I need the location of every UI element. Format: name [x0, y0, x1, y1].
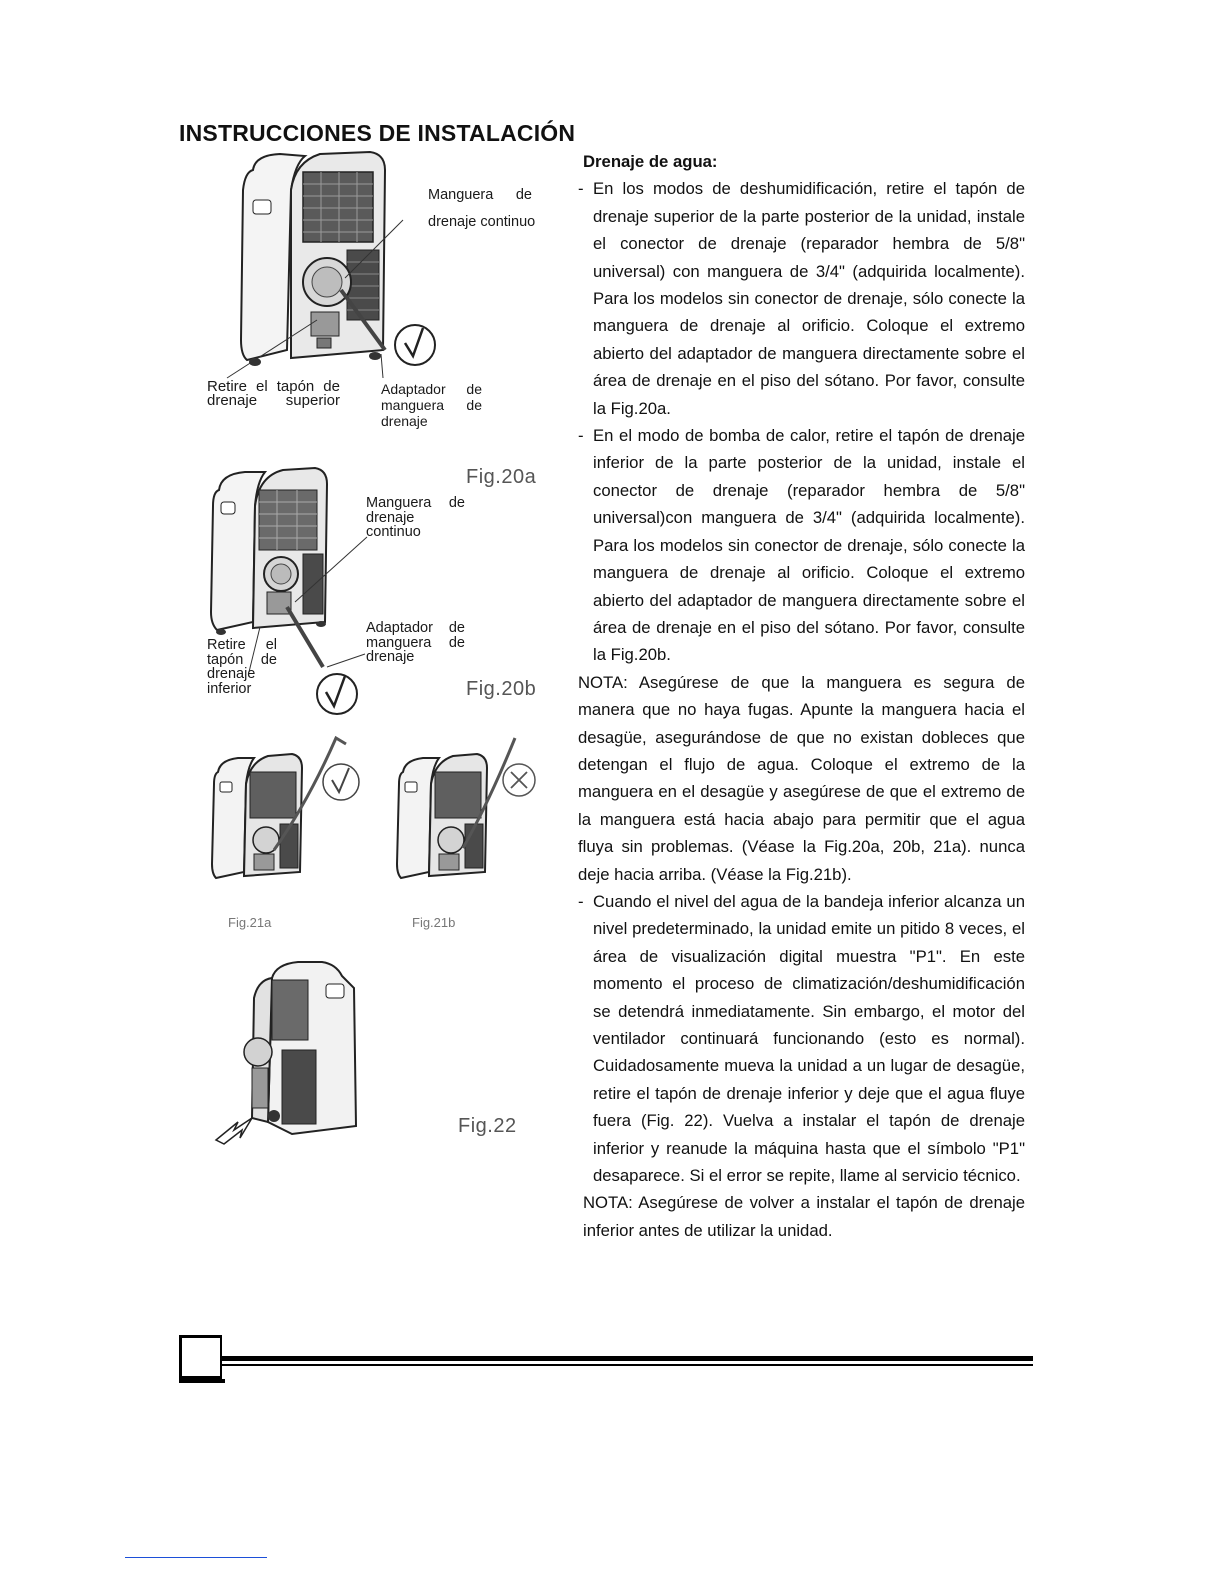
footer-rule-thin — [222, 1364, 1033, 1366]
drainage-text-column — [578, 148, 1025, 1244]
fig20a-adapter-label: Adaptador de manguera de drenaje — [381, 381, 482, 429]
footer-rule — [222, 1356, 1033, 1361]
fig20a-label: Fig.20a — [466, 466, 537, 488]
fig22-illustration — [212, 958, 362, 1158]
bullet-dehumidify-text: En los modos de deshumidificación, retire el tapón de drenaje superior de la parte posterior de la unidad, instale el conector de drenaje (reparador hembra de 5/8" universal) con manguera de 3/4" (adquirida localmente). Para los modelos sin conector de drenaje, sólo conecte la manguera de drenaje al orificio. Coloque el extremo abierto del adaptador de manguera directamente sobre el área de drenaje en el piso del sótano. Por favor, consulte la Fig.20a. — [593, 179, 1025, 418]
fig20b-adapter-label: Adaptador de manguera de drenaje — [366, 620, 465, 665]
note-reinstall-plug: NOTA: Asegúrese de volver a instalar el tapón de drenaje inferior antes de utilizar la unidad. — [583, 1193, 1025, 1240]
fig21a-label: Fig.21a — [228, 915, 272, 930]
page-title: INSTRUCCIONES DE INSTALACIÓN — [179, 120, 576, 146]
fig22-label: Fig.22 — [458, 1115, 517, 1137]
page-number-box — [179, 1335, 222, 1379]
fig20a-illustration — [225, 150, 445, 380]
bullet-p1-error — [578, 888, 1025, 1189]
fig21a-illustration — [208, 732, 368, 902]
fig20a-plug-label: Retire el tapón de drenaje superior — [207, 378, 340, 409]
fig20b-plug-label: Retire el tapón de drenaje inferior — [207, 637, 277, 697]
link-underline — [125, 1557, 267, 1558]
bullet-heat-pump — [578, 422, 1025, 669]
fig20a-hose-label-line2: drenaje continuo — [428, 214, 536, 230]
fig20a-hose-label-line1: Manguera de — [428, 187, 532, 203]
bullet-marker: - — [578, 426, 584, 446]
note-hose-secure: NOTA: Asegúrese de que la manguera es segura de manera que no haya fugas. Apunte la manguera hacia el desagüe, asegurándose de que no existan dobleces que detengan el flujo de agua. Coloque el extremo de la manguera en el desagüe y asegúrese de que el extremo de la manguera está hacia abajo para permitir que el agua fluya sin problemas. (Véase la Fig.20a, 20b, 21a). nunca deje hacia arriba. (Véase la Fig.21b). — [578, 672, 1025, 884]
fig20b-label: Fig.20b — [466, 678, 537, 700]
bullet-dehumidify — [578, 175, 1025, 422]
bullet-marker: - — [578, 891, 584, 911]
bullet-p1-error-text: Cuando el nivel del agua de la bandeja inferior alcanza un nivel predeterminado, la unidad emite un pitido 8 veces, el área de visualización digital muestra "P1". En este momento el proceso de climatización/deshumidificación se detendrá inmediatamente. Sin embargo, el motor del ventilador continuará funcionando (esto es normal). Cuidadosamente mueva la unidad a un lugar de desagüe, retire el tapón de drenaje inferior y deje que el agua fluye fuera (Fig. 22). Vuelva a instalar el tapón de drenaje inferior y reanude la máquina hasta que el símbolo "P1" desaparece. Si el error se repite, llame al servicio técnico. — [593, 891, 1025, 1186]
bullet-marker: - — [578, 179, 584, 199]
bullet-heat-pump-text: En el modo de bomba de calor, retire el tapón de drenaje inferior de la parte posterior de la unidad, instale el conector de drenaje (reparador hembra de 5/8" universal)con manguera de 3/4" (adquirida localmente). Para los modelos sin conector de drenaje, sólo conecte la manguera de drenaje al orificio. Coloque el extremo abierto del adaptador de manguera directamente sobre el área de drenaje en el piso del sótano. Por favor, consulte la Fig.20b. — [593, 426, 1025, 665]
fig21b-label: Fig.21b — [412, 915, 456, 930]
fig20b-hose-label: Manguera de drenaje continuo — [366, 495, 465, 540]
fig21b-illustration — [393, 732, 543, 902]
section-title: Drenaje de agua: — [583, 152, 718, 171]
